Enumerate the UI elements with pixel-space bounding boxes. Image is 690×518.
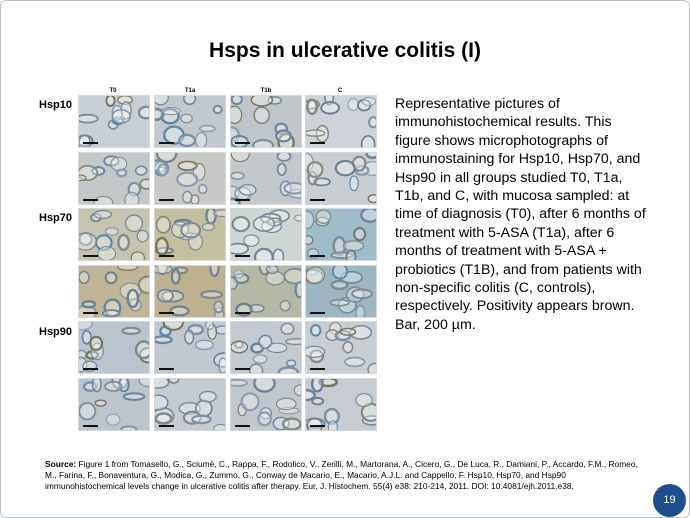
scale-bar xyxy=(159,312,174,314)
source-label: Source: xyxy=(45,459,77,469)
source-text: Figure 1 from Tomasello, G., Sciumè, C., Rappa, F., Rodolico, V., Zerilli, M., Martorana, A., Cicero, G., De Luca, R., Damiani, P., Accardo, F.M., Romeo, M., Farina, F., Bonaventura, G., Modica, G., Zummo, G., Conway de Macario, E., Macario, A.J.L. and Cappello, F. Hsp10, Hsp70, and Hsp90 immunohistochemical levels change in ulcerative colitis after therapy. Eur. J. Histochem. 55(4) e38: 210-214, 2011. DOI: 10.4081/ejh.2011.e38. xyxy=(45,459,638,491)
micrograph-c-5 xyxy=(305,321,377,374)
micrograph-t0-3 xyxy=(78,208,150,261)
micrograph-t1b-2 xyxy=(230,152,302,205)
source-citation xyxy=(45,459,645,492)
scale-bar xyxy=(159,368,174,370)
scale-bar xyxy=(235,255,250,257)
figure-description: Representative pictures of immunohistochemical results. This figure shows microphotographs of immunostaining for Hsp10, Hsp70, and Hsp90 in all groups studied T0, T1a, T1b, and C, with mucosa sampled: at time of diagnosis (T0), after 6 months of treatment with 5-ASA (T1a), after 6 months of treatment with 5-ASA + probiotics (T1B), and from patients with non-specific colitis (C, controls), respectively. Positivity appears brown. Bar, 200 µm. xyxy=(395,96,646,333)
micrograph-t1a-4 xyxy=(154,265,226,318)
micrograph-t0-6 xyxy=(78,378,150,431)
micrograph-c-2 xyxy=(305,152,377,205)
scale-bar xyxy=(310,142,325,144)
scale-bar xyxy=(83,368,98,370)
page-number-badge: 19 xyxy=(653,484,686,517)
scale-bar xyxy=(310,255,325,257)
scale-bar xyxy=(310,199,325,201)
scale-bar xyxy=(83,255,98,257)
scale-bar xyxy=(159,255,174,257)
scale-bar xyxy=(159,199,174,201)
scale-bar xyxy=(310,312,325,314)
micrograph-t1a-5 xyxy=(154,321,226,374)
scale-bar xyxy=(83,425,98,427)
column-label-c: C xyxy=(337,88,343,94)
micrograph-c-1 xyxy=(305,95,377,148)
micrograph-t1a-3 xyxy=(154,208,226,261)
micrograph-t1b-5 xyxy=(230,321,302,374)
scale-bar xyxy=(310,425,325,427)
micrograph-t0-5 xyxy=(78,321,150,374)
micrograph-t0-4 xyxy=(78,265,150,318)
micrograph-t1a-6 xyxy=(154,378,226,431)
micrograph-t1b-3 xyxy=(230,208,302,261)
scale-bar xyxy=(235,312,250,314)
micrograph-t0-1 xyxy=(78,95,150,148)
scale-bar xyxy=(235,142,250,144)
row-label-hsp10: Hsp10 xyxy=(39,99,73,111)
scale-bar xyxy=(83,199,98,201)
row-label-hsp90: Hsp90 xyxy=(39,326,73,338)
scale-bar xyxy=(235,425,250,427)
micrograph-c-3 xyxy=(305,208,377,261)
micrograph-t1b-4 xyxy=(230,265,302,318)
micrograph-c-4 xyxy=(305,265,377,318)
micrograph-c-6 xyxy=(305,378,377,431)
slide-title: Hsps in ulcerative colitis (I) xyxy=(209,39,481,62)
micrograph-t0-2 xyxy=(78,152,150,205)
scale-bar xyxy=(310,368,325,370)
scale-bar xyxy=(235,199,250,201)
micrograph-t1a-2 xyxy=(154,152,226,205)
column-label-t1a: T1a xyxy=(184,88,196,94)
scale-bar xyxy=(159,425,174,427)
micrograph-t1b-1 xyxy=(230,95,302,148)
column-label-t1b: T1b xyxy=(260,88,272,94)
micrograph-t1b-6 xyxy=(230,378,302,431)
scale-bar xyxy=(83,312,98,314)
scale-bar xyxy=(235,368,250,370)
scale-bar xyxy=(83,142,98,144)
micrograph-t1a-1 xyxy=(154,95,226,148)
column-label-t0: T0 xyxy=(109,88,117,94)
scale-bar xyxy=(159,142,174,144)
row-label-hsp70: Hsp70 xyxy=(39,212,73,224)
